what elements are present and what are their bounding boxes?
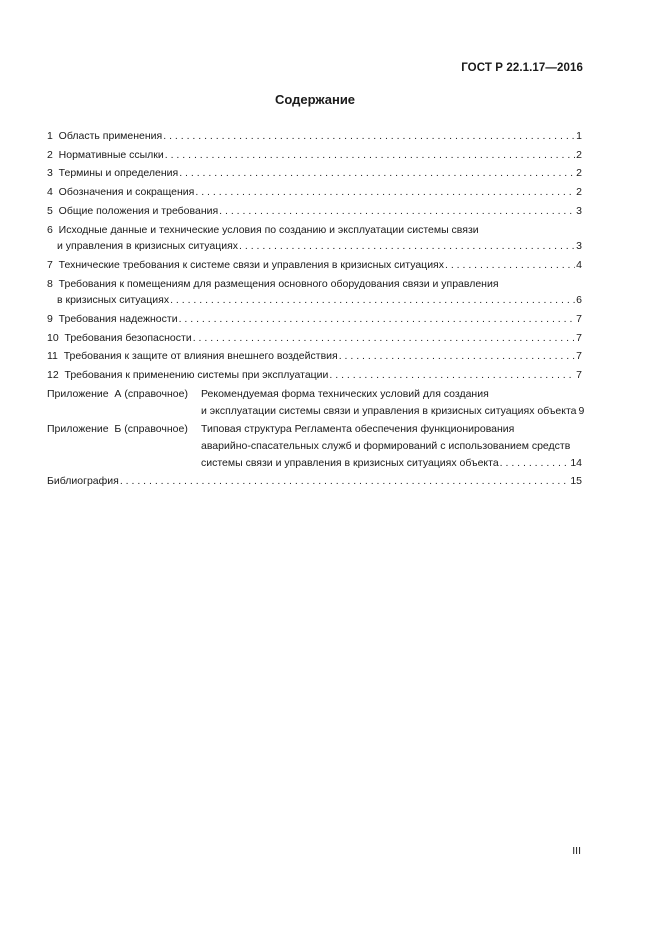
dot-leader	[339, 348, 575, 365]
appendix-label: Приложение А (справочное)	[47, 387, 188, 400]
toc-entry-label: 5 Общие положения и требования	[47, 204, 219, 217]
dot-leader	[165, 147, 575, 164]
dot-leader	[170, 292, 575, 309]
toc-entry-label: 7 Технические требования к системе связи и управления в кризисных ситуациях	[47, 258, 444, 271]
toc-entry-10[interactable]	[47, 330, 582, 347]
toc-page-number: 2	[576, 167, 582, 180]
toc-entry-label: 10 Требования безопасности	[47, 331, 192, 344]
dot-leader	[120, 473, 569, 490]
toc-page-number: 4	[576, 258, 582, 271]
appendix-title-continued: системы связи и управления в кризисных ситуациях объекта	[201, 456, 499, 469]
dot-leader	[193, 330, 575, 347]
toc-entry-label: 3 Термины и определения	[47, 167, 179, 180]
toc-entry-8[interactable]	[47, 276, 582, 309]
toc-appendix-a[interactable]	[47, 386, 585, 419]
toc-entry-11[interactable]	[47, 348, 582, 365]
appendix-title-continued: аварийно-спасательных служб и формирований с использованием средств	[201, 439, 571, 452]
toc-page-number: 6	[576, 294, 582, 307]
toc-entry-6[interactable]	[47, 222, 582, 255]
toc-page-number: 1	[576, 130, 582, 142]
toc-entry-label: 4 Обозначения и сокращения	[47, 186, 195, 199]
toc-entry-label: 8 Требования к помещениям для размещения основного оборудования связи и управления	[47, 277, 499, 290]
toc-entry-label: 6 Исходные данные и технические условия по созданию и эксплуатации системы связи	[47, 223, 479, 236]
toc-entry-2[interactable]	[47, 147, 582, 164]
dot-leader	[329, 367, 575, 384]
toc-appendix-b[interactable]	[47, 421, 582, 471]
toc-entry-3[interactable]	[47, 165, 582, 182]
toc-page-number: 15	[570, 475, 582, 488]
appendix-title: Рекомендуемая форма технических условий для создания	[201, 387, 489, 400]
toc-entry-12[interactable]	[47, 367, 582, 384]
toc-entry-1[interactable]	[47, 128, 582, 145]
table-of-contents	[47, 128, 585, 492]
toc-page-number: 2	[576, 148, 582, 161]
page-number: III	[572, 845, 581, 857]
appendix-title: Типовая структура Регламента обеспечения функционирования	[201, 423, 515, 436]
toc-entry-label-continued: в кризисных ситуациях	[57, 294, 170, 307]
toc-entry-7[interactable]	[47, 257, 582, 274]
toc-entry-label-continued: и управления в кризисных ситуациях	[57, 240, 239, 253]
toc-entry-label: 12 Требования к применению системы при эксплуатации	[47, 369, 329, 382]
toc-entry-label: 9 Требования надежности	[47, 313, 178, 326]
toc-title: Содержание	[274, 92, 356, 107]
dot-leader	[500, 455, 570, 472]
dot-leader	[219, 203, 575, 220]
dot-leader	[179, 165, 575, 182]
toc-entry-label: 11 Требования к защите от влияния внешнего воздействия	[47, 350, 338, 363]
toc-page-number: 7	[576, 369, 582, 382]
document-code: ГОСТ Р 22.1.17—2016	[461, 62, 583, 74]
toc-page-number: 14	[570, 456, 582, 469]
dot-leader	[195, 184, 575, 201]
toc-page-number: 3	[576, 240, 582, 253]
dot-leader	[163, 128, 575, 145]
toc-page-number: 7	[576, 350, 582, 363]
toc-entry-4[interactable]	[47, 184, 582, 201]
dot-leader	[179, 311, 576, 328]
toc-bibliography[interactable]	[47, 473, 582, 490]
toc-entry-label: 2 Нормативные ссылки	[47, 148, 164, 161]
toc-entry-5[interactable]	[47, 203, 582, 220]
toc-page-number: 7	[576, 313, 582, 326]
toc-entry-label: 1 Область применения	[47, 130, 163, 142]
dot-leader	[239, 238, 575, 255]
toc-page-number: 7	[576, 331, 582, 344]
toc-entry-9[interactable]	[47, 311, 582, 328]
toc-page-number: 3	[576, 204, 582, 217]
appendix-label: Приложение Б (справочное)	[47, 423, 188, 436]
bibliography-label: Библиография	[47, 475, 119, 488]
dot-leader	[445, 257, 575, 274]
appendix-title-continued: и эксплуатации системы связи и управления в кризисных ситуациях объекта	[201, 404, 577, 417]
toc-page-number: 9	[578, 404, 585, 417]
toc-page-number: 2	[576, 186, 582, 199]
